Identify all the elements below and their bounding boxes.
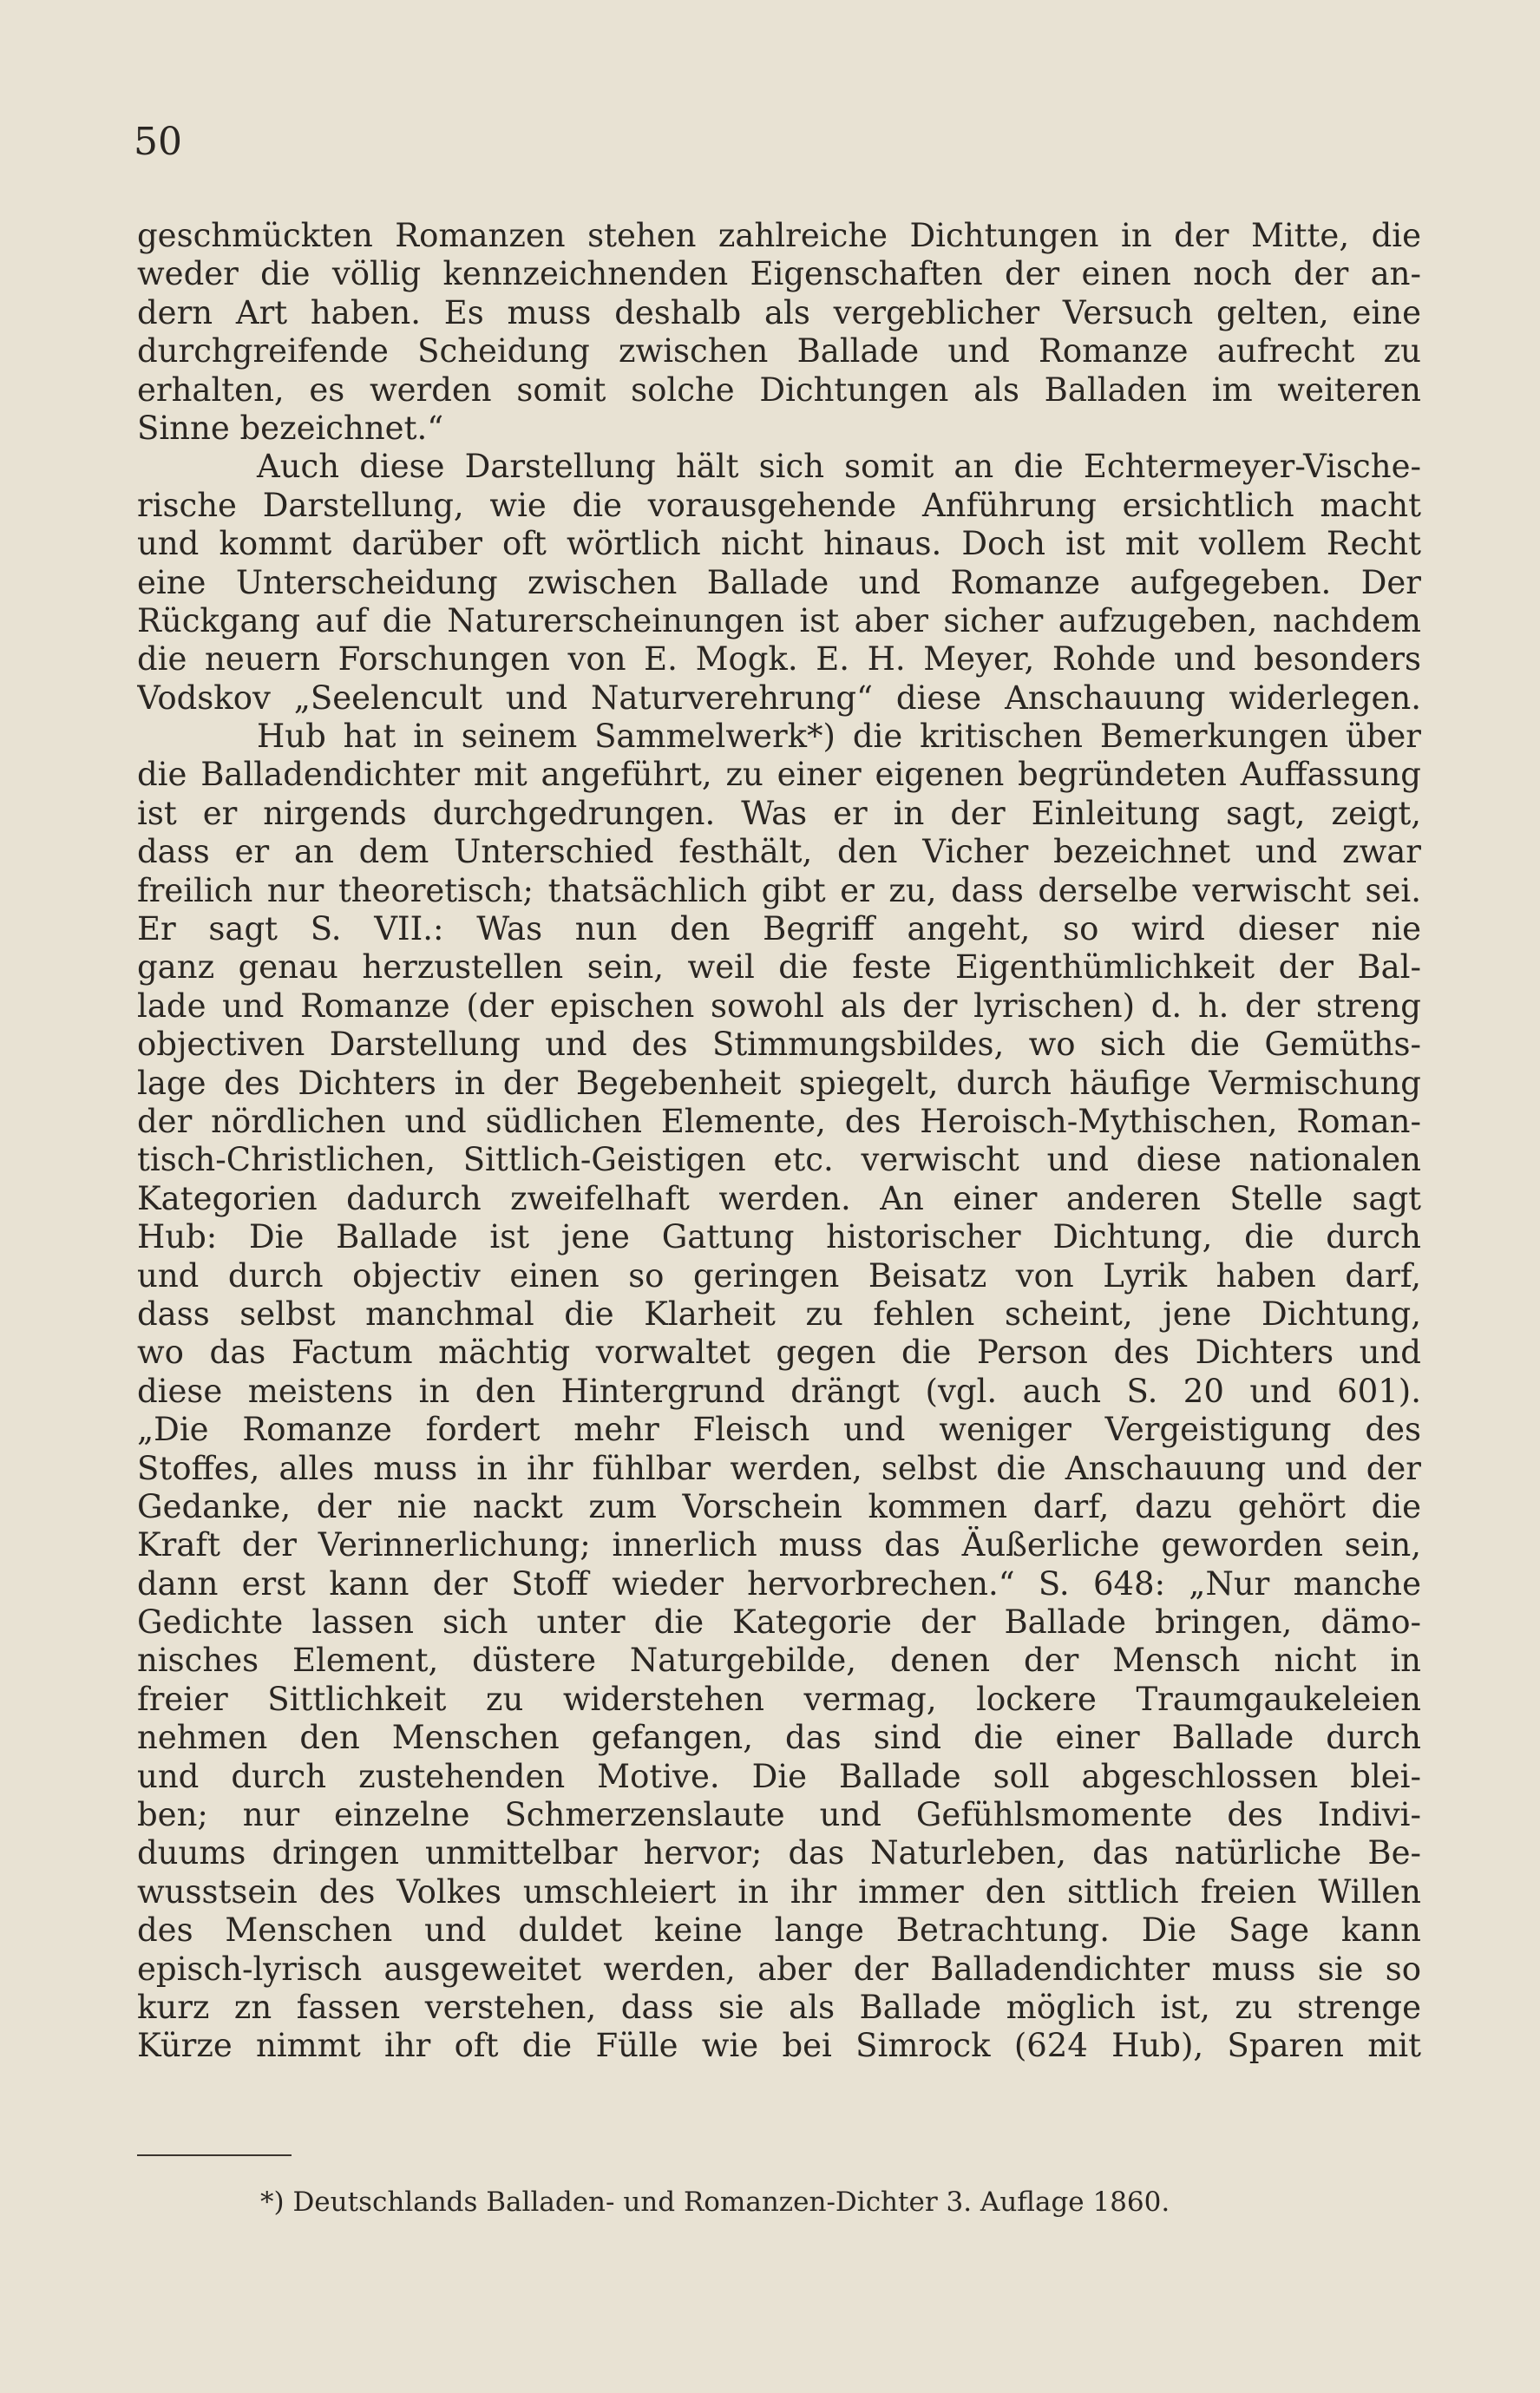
text-line: ist er nirgends durchgedrungen. Was er in der Einleitung sagt, zeigt, bbox=[137, 794, 1421, 832]
text-line: episch-lyrisch ausgeweitet werden, aber der Balladendichter muss sie so bbox=[137, 1950, 1421, 1988]
page-number: 50 bbox=[134, 120, 182, 164]
text-line: Kategorien dadurch zweifelhaft werden. An einer anderen Stelle sagt bbox=[137, 1179, 1421, 1217]
text-line: Rückgang auf die Naturerscheinungen ist aber sicher aufzugeben, nachdem bbox=[137, 601, 1421, 639]
text-line: dann erst kann der Stoff wieder hervorbrechen.“ S. 648: „Nur manche bbox=[137, 1564, 1421, 1603]
text-line: nisches Element, düstere Naturgebilde, denen der Mensch nicht in bbox=[137, 1642, 1421, 1680]
text-line: duums dringen unmittelbar hervor; das Naturleben, das natürliche Be- bbox=[137, 1834, 1421, 1872]
text-line: tisch-Christlichen, Sittlich-Geistigen etc. verwischt und diese nationalen bbox=[137, 1141, 1421, 1179]
text-line: der nördlichen und südlichen Elemente, des Heroisch-Mythischen, Roman- bbox=[137, 1102, 1421, 1140]
text-line: wo das Factum mächtig vorwaltet gegen die Person des Dichters und bbox=[137, 1334, 1421, 1372]
footnote: *) Deutschlands Balladen- und Romanzen-Dichter 3. Auflage 1860. bbox=[260, 2186, 1170, 2218]
body-text bbox=[137, 217, 1421, 2066]
text-line: Sinne bezeichnet.“ bbox=[137, 409, 444, 447]
text-line: und kommt darüber oft wörtlich nicht hinaus. Doch ist mit vollem Recht bbox=[137, 525, 1421, 563]
text-line: rische Darstellung, wie die vorausgehende Anführung ersichtlich macht bbox=[137, 486, 1421, 524]
text-line: ganz genau herzustellen sein, weil die feste Eigenthümlichkeit der Bal- bbox=[137, 948, 1421, 987]
text-line: des Menschen und duldet keine lange Betrachtung. Die Sage kann bbox=[137, 1911, 1421, 1950]
text-line: objectiven Darstellung und des Stimmungsbildes, wo sich die Gemüths- bbox=[137, 1026, 1421, 1064]
text-line: Kraft der Verinnerlichung; innerlich muss das Äußerliche geworden sein, bbox=[137, 1526, 1421, 1564]
text-line: weder die völlig kennzeichnenden Eigenschaften der einen noch der an- bbox=[137, 255, 1421, 293]
text-line: die neuern Forschungen von E. Mogk. E. H. Meyer, Rohde und besonders bbox=[137, 640, 1421, 679]
text-line: Kürze nimmt ihr oft die Fülle wie bei Simrock (624 Hub), Sparen mit bbox=[137, 2027, 1421, 2065]
text-line: freilich nur theoretisch; thatsächlich gibt er zu, dass derselbe verwischt sei. bbox=[137, 871, 1421, 909]
text-line: durchgreifende Scheidung zwischen Ballade und Romanze aufrecht zu bbox=[137, 332, 1421, 370]
text-line: dass selbst manchmal die Klarheit zu fehlen scheint, jene Dichtung, bbox=[137, 1295, 1421, 1333]
text-line: eine Unterscheidung zwischen Ballade und Romanze aufgegeben. Der bbox=[137, 563, 1421, 601]
text-line: freier Sittlichkeit zu widerstehen vermag, lockere Traumgaukeleien bbox=[137, 1680, 1421, 1718]
text-line: kurz zn fassen verstehen, dass sie als Ballade möglich ist, zu strenge bbox=[137, 1988, 1421, 2026]
footnote-rule bbox=[137, 2154, 292, 2156]
text-line: geschmückten Romanzen stehen zahlreiche Dichtungen in der Mitte, die bbox=[137, 217, 1421, 254]
text-line: nehmen den Menschen gefangen, das sind die einer Ballade durch bbox=[137, 1719, 1421, 1757]
text-line: und durch objectiv einen so geringen Beisatz von Lyrik haben darf, bbox=[137, 1256, 1421, 1295]
text-line: die Balladendichter mit angeführt, zu einer eigenen begründeten Auffassung bbox=[137, 756, 1421, 794]
text-line: dern Art haben. Es muss deshalb als vergeblicher Versuch gelten, eine bbox=[137, 293, 1421, 331]
text-line: Hub: Die Ballade ist jene Gattung historischer Dichtung, die durch bbox=[137, 1218, 1421, 1256]
text-line: Gedanke, der nie nackt zum Vorschein kommen darf, dazu gehört die bbox=[137, 1487, 1421, 1525]
text-line: lade und Romanze (der epischen sowohl als der lyrischen) d. h. der streng bbox=[137, 987, 1421, 1025]
text-line: Stoffes, alles muss in ihr fühlbar werden, selbst die Anschauung und der bbox=[137, 1449, 1421, 1487]
text-line: „Die Romanze fordert mehr Fleisch und weniger Vergeistigung des bbox=[137, 1411, 1421, 1449]
text-line: Auch diese Darstellung hält sich somit an die Echtermeyer-Vische- bbox=[257, 448, 1421, 486]
text-line: Vodskov „Seelencult und Naturverehrung“ diese Anschauung widerlegen. bbox=[137, 679, 1421, 717]
text-line: erhalten, es werden somit solche Dichtungen als Balladen im weiteren bbox=[137, 370, 1421, 409]
text-line: Er sagt S. VII.: Was nun den Begriff angeht, so wird dieser nie bbox=[137, 910, 1421, 948]
text-line: lage des Dichters in der Begebenheit spiegelt, durch häufige Vermischung bbox=[137, 1064, 1421, 1102]
text-line: ben; nur einzelne Schmerzenslaute und Gefühlsmomente des Indivi- bbox=[137, 1796, 1421, 1834]
text-line: dass er an dem Unterschied festhält, den Vicher bezeichnet und zwar bbox=[137, 833, 1421, 871]
text-line: Hub hat in seinem Sammelwerk*) die kritischen Bemerkungen über bbox=[257, 718, 1421, 756]
text-line: Gedichte lassen sich unter die Kategorie der Ballade bringen, dämo- bbox=[137, 1603, 1421, 1642]
text-line: diese meistens in den Hintergrund drängt (vgl. auch S. 20 und 601). bbox=[137, 1372, 1421, 1410]
text-line: wusstsein des Volkes umschleiert in ihr immer den sittlich freien Willen bbox=[137, 1872, 1421, 1911]
text-line: und durch zustehenden Motive. Die Ballade soll abgeschlossen blei- bbox=[137, 1757, 1421, 1795]
